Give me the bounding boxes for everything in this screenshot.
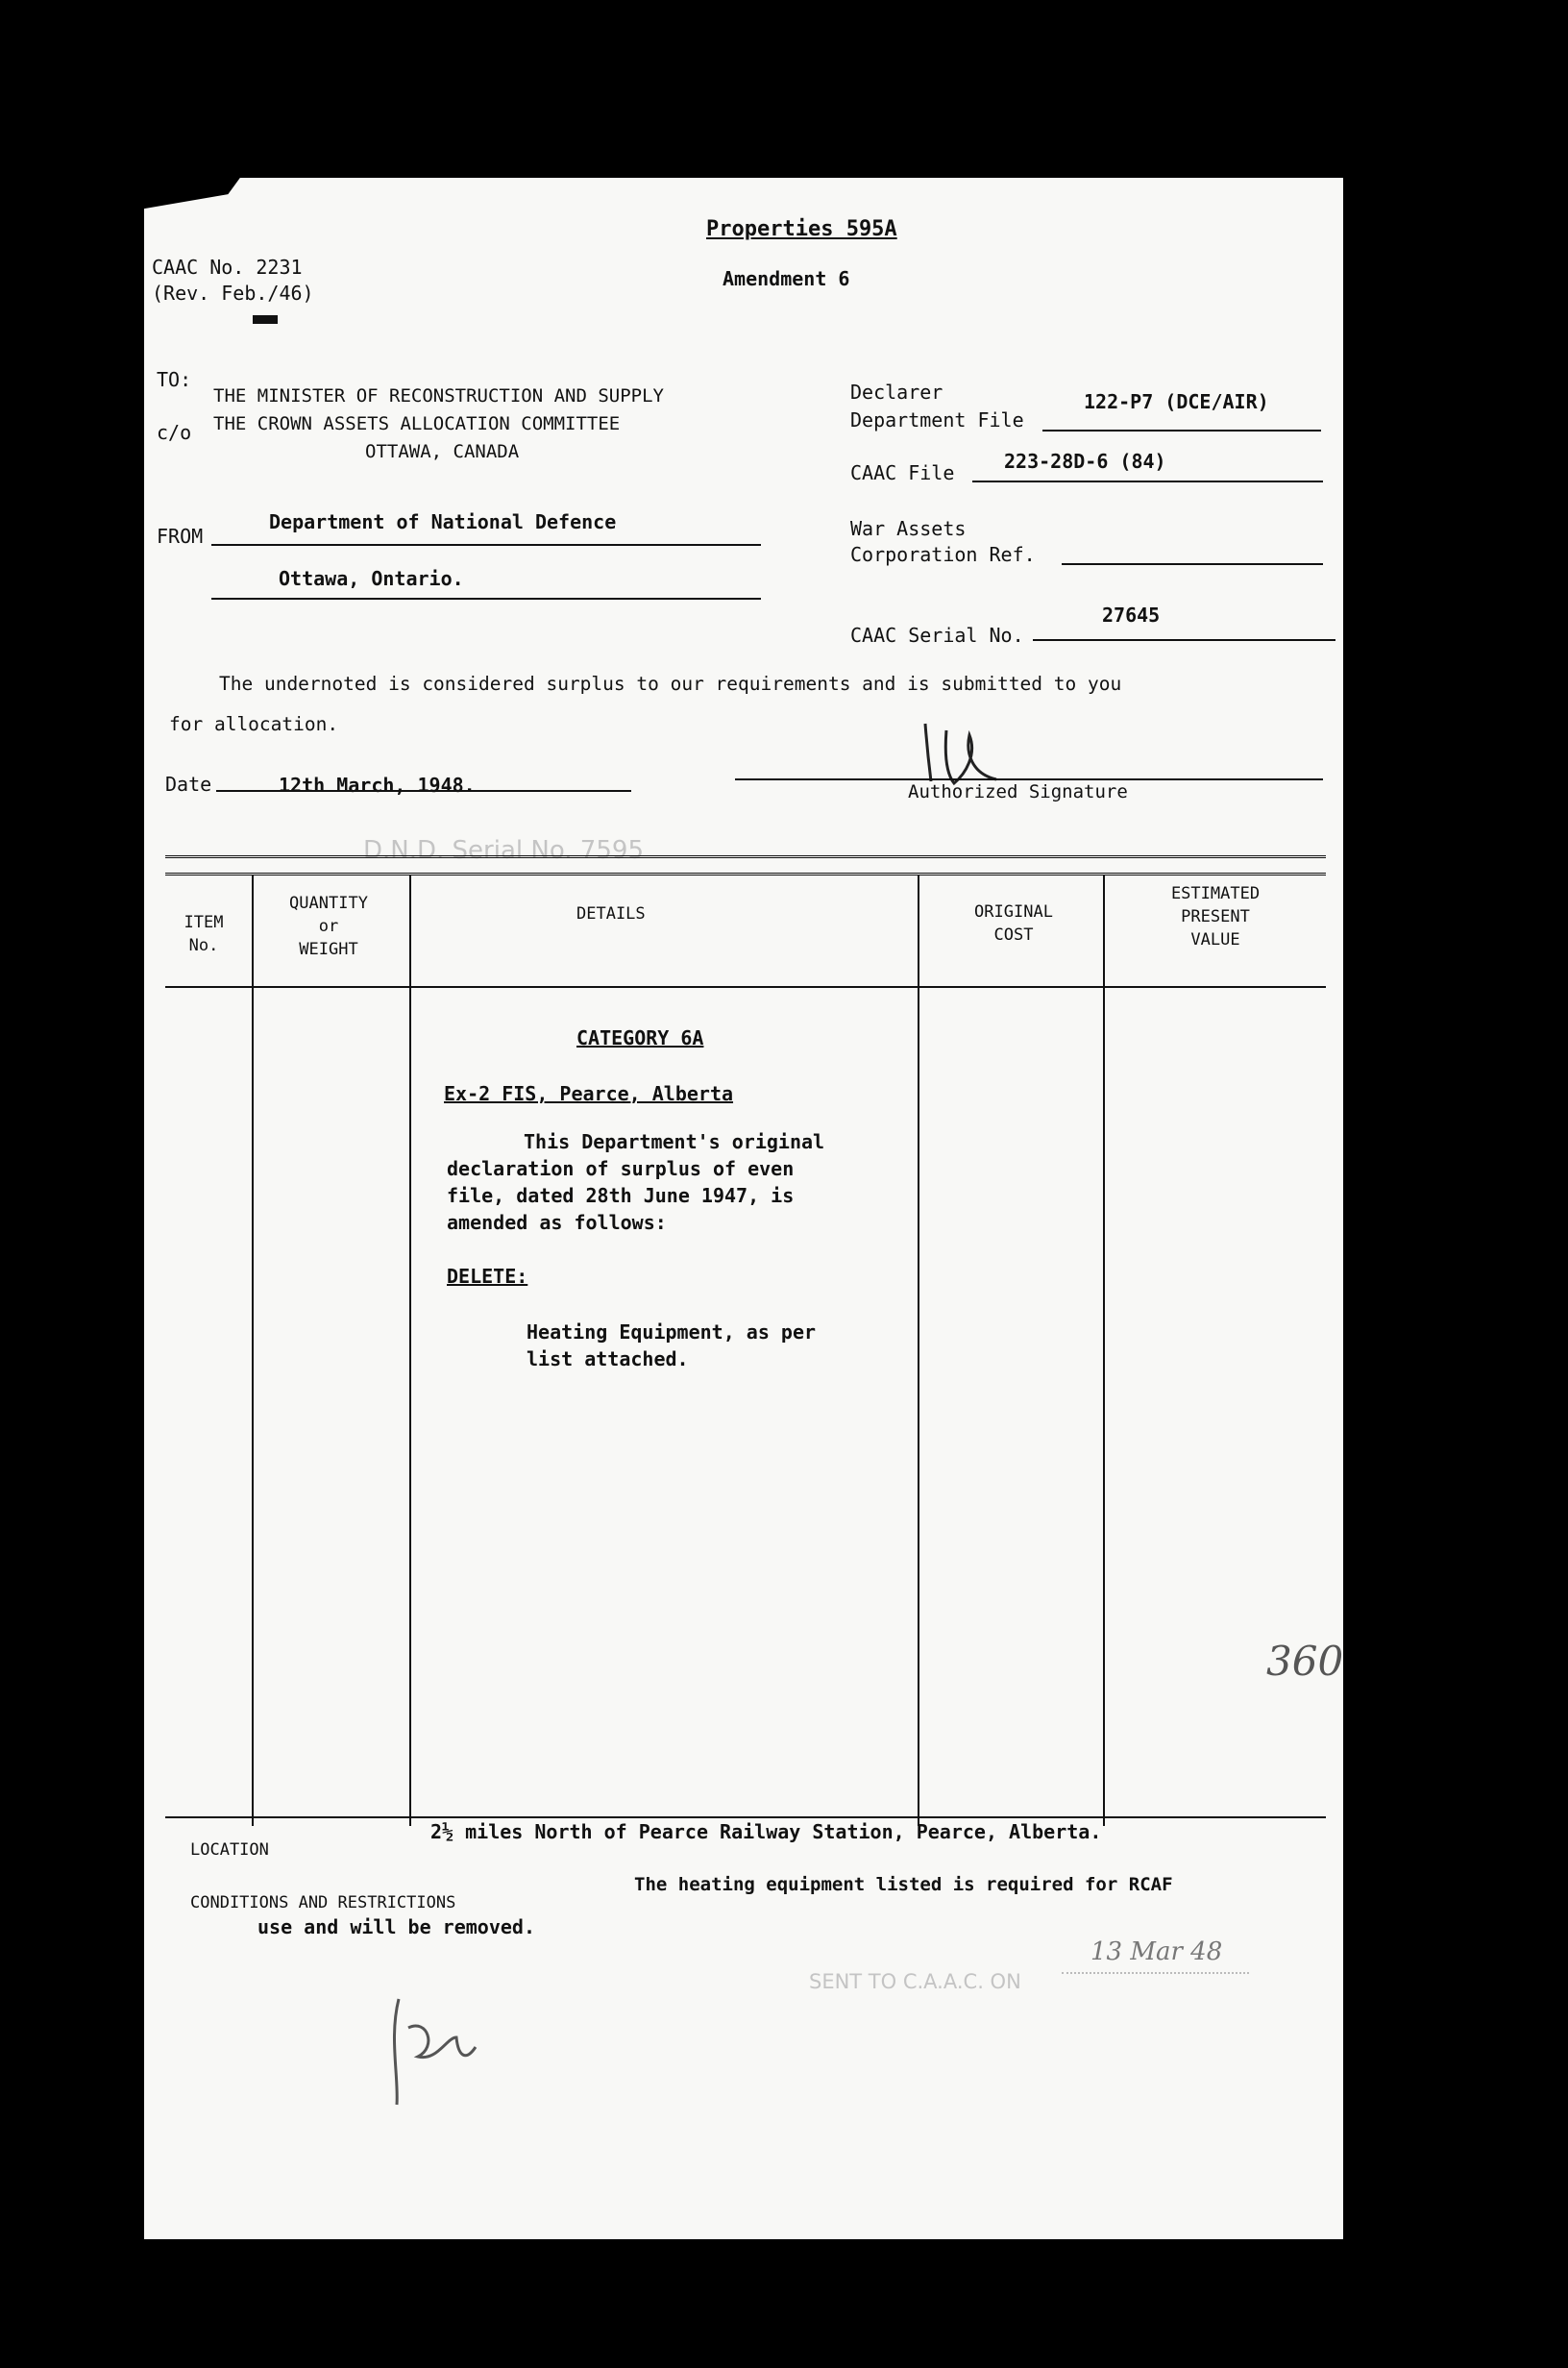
sent-to-caac-stamp: SENT TO C.A.A.C. ON bbox=[809, 1970, 1021, 1993]
statement-line-2: for allocation. bbox=[169, 713, 339, 735]
declarer-label: Declarer bbox=[850, 381, 943, 404]
caac-serial-value: 27645 bbox=[1102, 604, 1161, 627]
header-estimated-value-line-2: PRESENT bbox=[1181, 907, 1250, 926]
conditions-value-line-2: use and will be removed. bbox=[257, 1915, 535, 1938]
header-quantity-line-3: WEIGHT bbox=[299, 940, 358, 959]
header-quantity bbox=[252, 892, 405, 961]
co-label: c/o bbox=[157, 421, 192, 444]
from-label: FROM bbox=[157, 525, 204, 548]
handwritten-initials-mark bbox=[380, 1980, 485, 2114]
header-original-cost-line-1: ORIGINAL bbox=[974, 902, 1053, 922]
from-line-1: Department of National Defence bbox=[269, 510, 617, 533]
col-divider-2 bbox=[409, 875, 411, 1826]
amendment-number: Amendment 6 bbox=[723, 267, 850, 290]
header-quantity-line-2: or bbox=[318, 917, 339, 936]
dnd-serial-stamp: D.N.D. Serial No. 7595 bbox=[363, 836, 644, 865]
form-number: CAAC No. 2231 bbox=[152, 256, 303, 279]
date-underline bbox=[216, 790, 631, 792]
caac-serial-underline bbox=[1033, 639, 1335, 641]
corporation-ref-underline bbox=[1062, 563, 1323, 565]
header-details: DETAILS bbox=[576, 904, 646, 924]
form-revision: (Rev. Feb./46) bbox=[152, 282, 314, 305]
header-estimated-value-line-3: VALUE bbox=[1190, 930, 1240, 950]
department-file-value: 122-P7 (DCE/AIR) bbox=[1084, 390, 1269, 413]
signature-line bbox=[735, 778, 1323, 780]
statement-line-1: The undernoted is considered surplus to our requirements and is submitted to you bbox=[219, 673, 1122, 695]
site-heading: Ex-2 FIS, Pearce, Alberta bbox=[444, 1082, 734, 1105]
war-assets-label: War Assets bbox=[850, 517, 967, 540]
conditions-value-line-1: The heating equipment listed is required for RCAF bbox=[634, 1874, 1173, 1895]
header-item-line-1: ITEM bbox=[184, 913, 224, 932]
conditions-label: CONDITIONS AND RESTRICTIONS bbox=[190, 1893, 456, 1912]
date-value: 12th March, 1948. bbox=[279, 774, 476, 797]
para1-line-4: amended as follows: bbox=[447, 1211, 667, 1234]
header-estimated-value-line-1: ESTIMATED bbox=[1170, 884, 1261, 903]
header-item-line-2: No. bbox=[188, 936, 219, 955]
para2-line-2: list attached. bbox=[527, 1347, 689, 1370]
date-label: Date bbox=[165, 773, 212, 796]
to-label: TO: bbox=[157, 368, 192, 391]
caac-file-value: 223-28D-6 (84) bbox=[1004, 450, 1166, 473]
para1-line-2: declaration of surplus of even bbox=[447, 1157, 795, 1180]
para1-line-3: file, dated 28th June 1947, is bbox=[447, 1184, 795, 1207]
to-line-3: OTTAWA, CANADA bbox=[365, 441, 520, 462]
caac-file-underline bbox=[972, 481, 1323, 482]
category-heading: CATEGORY 6A bbox=[576, 1026, 704, 1049]
table-bottom-rule bbox=[165, 1816, 1326, 1818]
sent-date-line bbox=[1062, 1972, 1249, 1974]
redaction-mark bbox=[253, 315, 278, 324]
from-underline-2 bbox=[211, 598, 761, 600]
table-top-rule bbox=[165, 855, 1326, 858]
sent-date-handwritten: 13 Mar 48 bbox=[1090, 1937, 1223, 1966]
col-divider-3 bbox=[918, 875, 919, 1826]
header-item bbox=[165, 911, 242, 957]
col-divider-1 bbox=[252, 875, 254, 1826]
header-original-cost-line-2: COST bbox=[993, 925, 1034, 945]
para2-line-1: Heating Equipment, as per bbox=[527, 1320, 817, 1344]
caac-file-label: CAAC File bbox=[850, 461, 955, 484]
from-line-2: Ottawa, Ontario. bbox=[279, 567, 464, 590]
department-file-label: Department File bbox=[850, 408, 1024, 432]
location-label: LOCATION bbox=[190, 1840, 269, 1860]
table-top-rule-2 bbox=[165, 873, 1326, 876]
delete-label: DELETE: bbox=[447, 1265, 528, 1288]
to-line-2: THE CROWN ASSETS ALLOCATION COMMITTEE bbox=[213, 413, 621, 434]
header-original-cost bbox=[918, 900, 1110, 947]
document-title: Properties 595A bbox=[706, 217, 897, 241]
from-underline-1 bbox=[211, 544, 761, 546]
authorized-signature-label: Authorized Signature bbox=[908, 781, 1128, 802]
department-file-underline bbox=[1042, 430, 1321, 432]
handwritten-page-number: 360 bbox=[1266, 1638, 1344, 1685]
header-quantity-line-1: QUANTITY bbox=[289, 894, 368, 913]
to-line-1: THE MINISTER OF RECONSTRUCTION AND SUPPLY bbox=[213, 385, 664, 407]
header-estimated-value bbox=[1105, 882, 1326, 951]
corporation-ref-label: Corporation Ref. bbox=[850, 543, 1036, 566]
table-header-rule bbox=[165, 986, 1326, 988]
location-value: 2½ miles North of Pearce Railway Station, Pearce, Alberta. bbox=[430, 1820, 1102, 1843]
para1-line-1: This Department's original bbox=[524, 1130, 825, 1153]
col-divider-4 bbox=[1103, 875, 1105, 1826]
caac-serial-label: CAAC Serial No. bbox=[850, 624, 1024, 647]
